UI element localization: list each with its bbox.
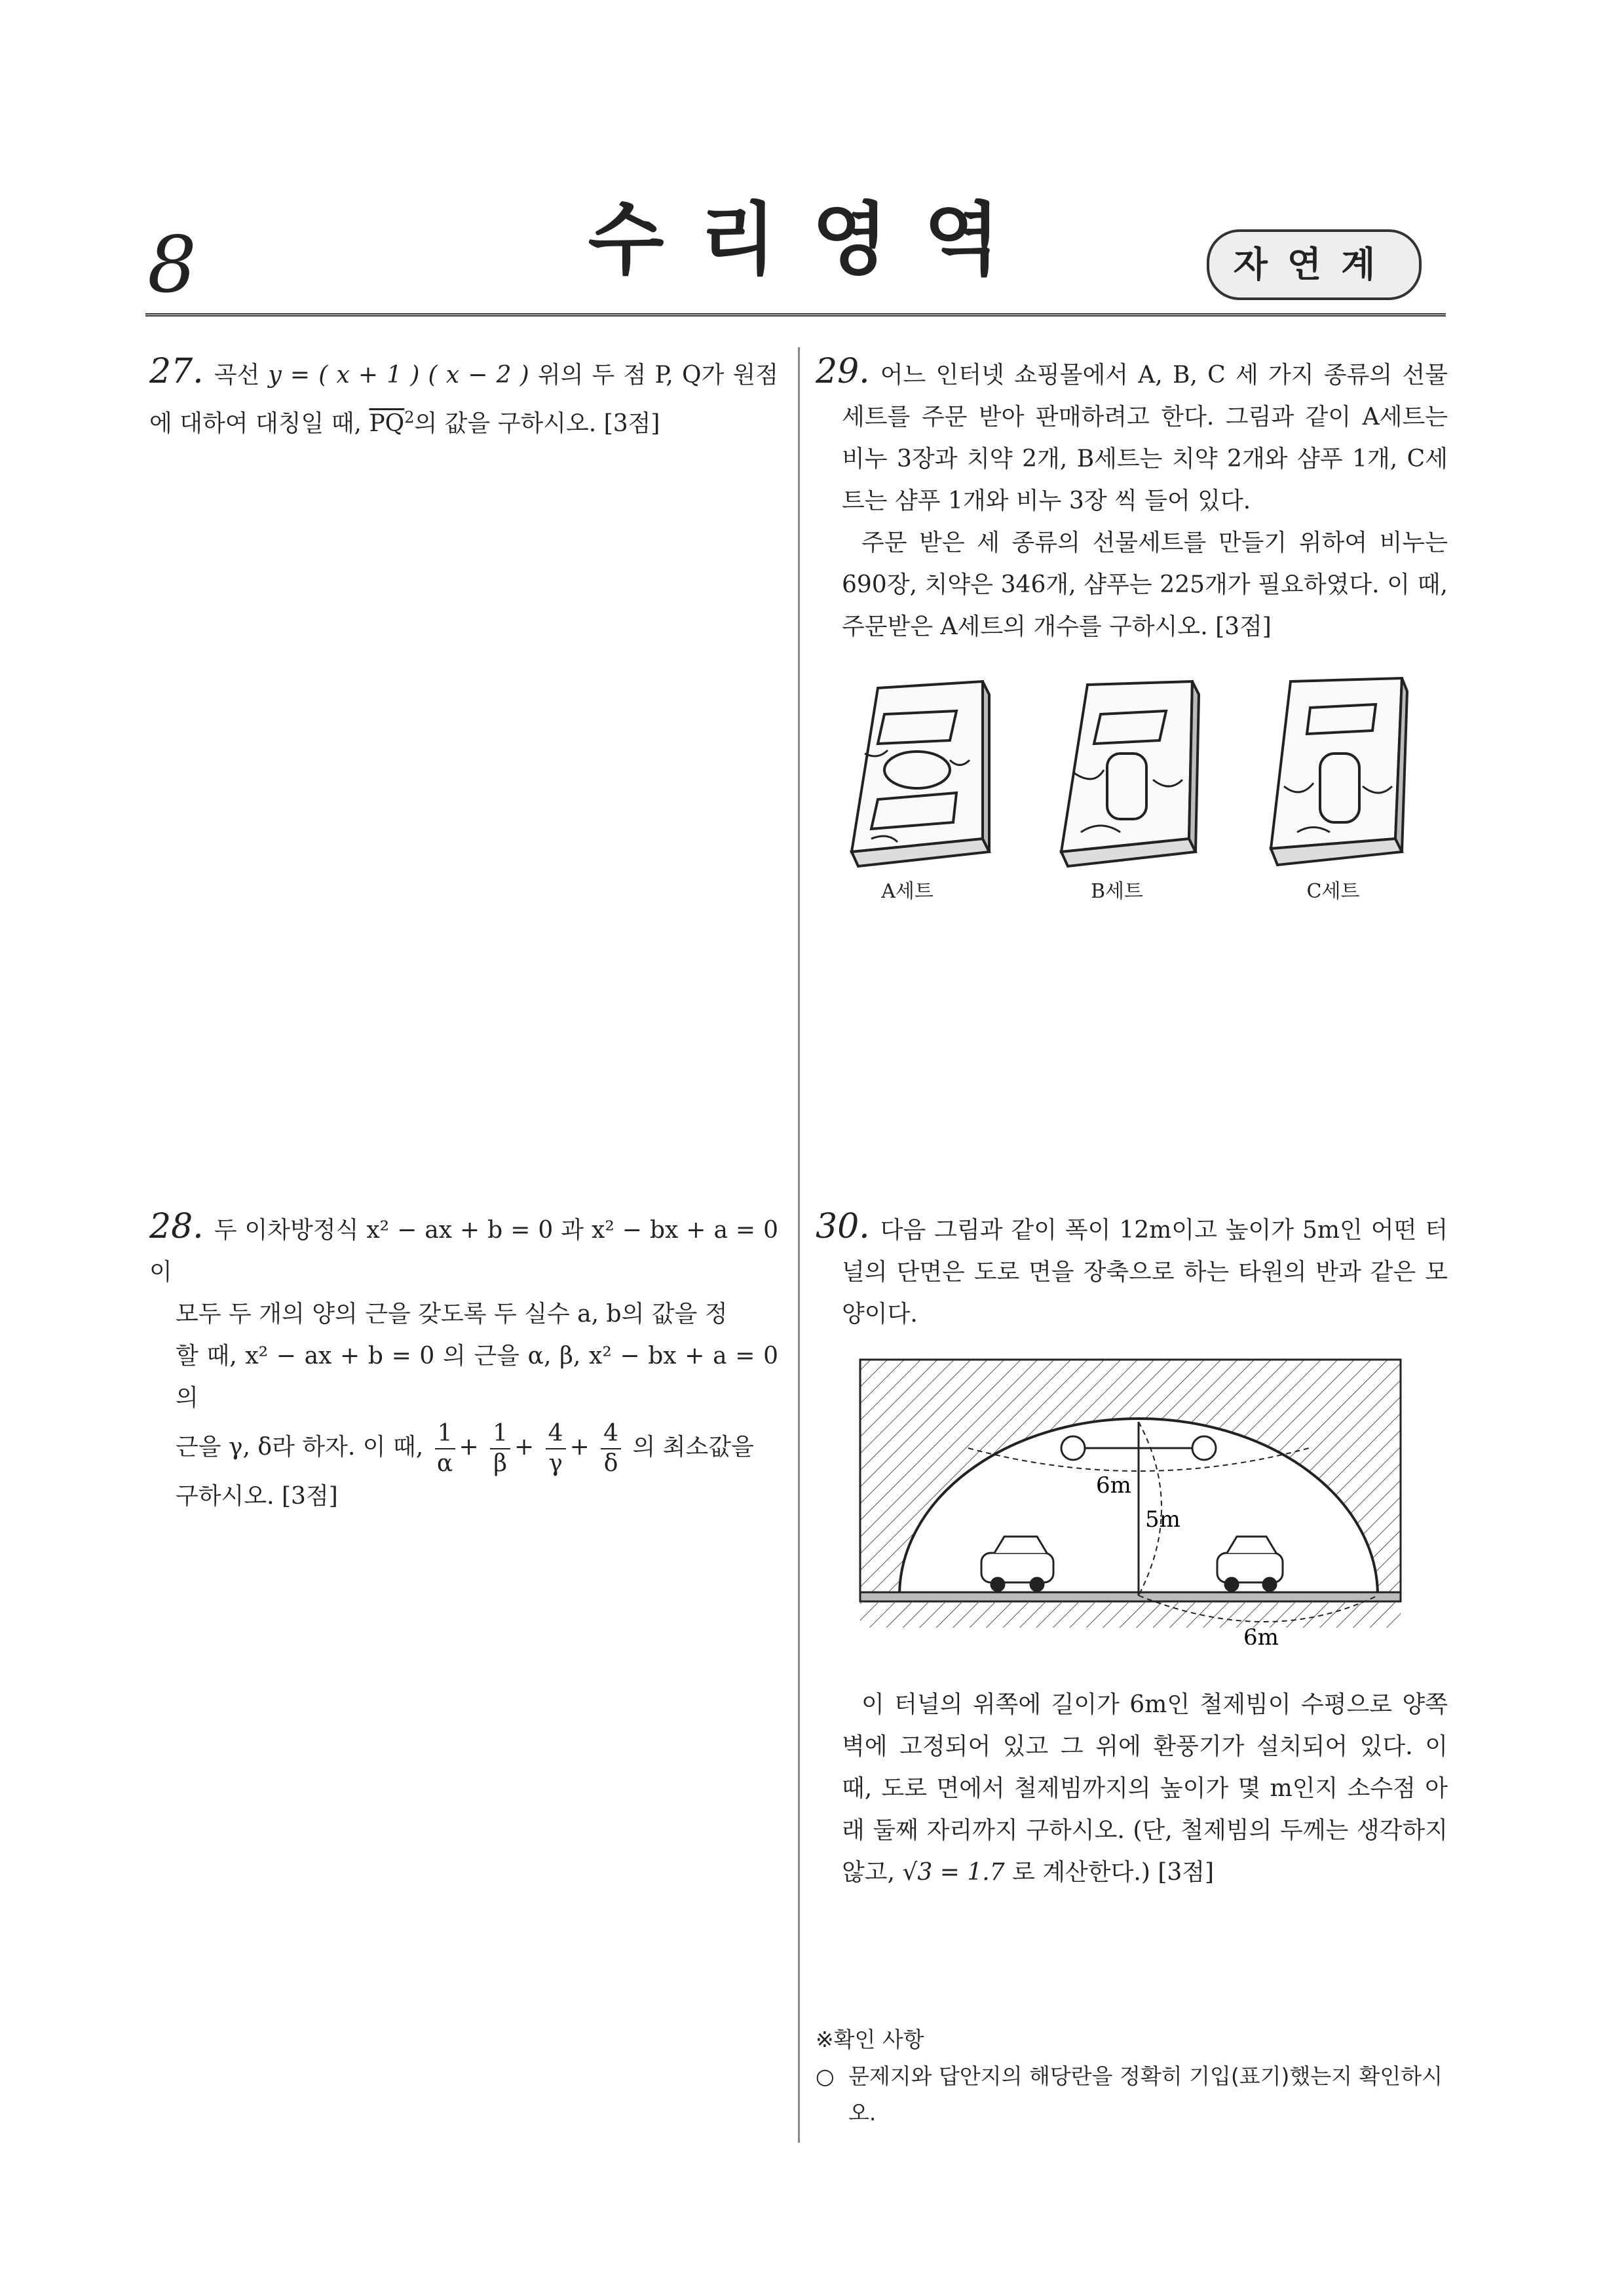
tunnel-diagram [857, 1356, 1407, 1645]
height-label: 5m [1145, 1506, 1180, 1533]
beam-length-label: 6m [1096, 1472, 1131, 1499]
question-27: 27. 곡선 y = ( x + 1 ) ( x − 2 ) 위의 두 점 P, Q가 원점에 대하여 대칭일 때, $\overline{PQ}^2$의 값을 구하시오. [3점] [149, 352, 778, 437]
curve-equation: y = ( x + 1 ) ( x − 2 ) [268, 362, 529, 389]
header-rule [145, 313, 1446, 316]
segment-pq: $\overline{PQ}$ [369, 410, 405, 437]
fraction-4-delta: $\frac{4}{\delta}$ [601, 1422, 621, 1476]
question-number: 30. [816, 1207, 870, 1246]
fraction-1-beta: $\frac{1}{\beta}$ [490, 1422, 510, 1476]
gift-set-a-image [852, 681, 989, 866]
bullet-icon: ○ [816, 2063, 835, 2089]
question-30-body: 이 터널의 위쪽에 길이가 6m인 철제빔이 수평으로 양쪽 벽에 고정되어 있고 그 위에 환풍기가 설치되어 있다. 이 때, 도로 면에서 철제빔까지의 높이가 몇 m인지 소수점 아래 둘째 자리까지 구하시오. (단, 철제빔의 두께는 생각하지 않고, √3 = 1.7 로 계산한다.) [3점] [842, 1691, 1448, 1886]
sqrt-equation: √3 = 1.7 [902, 1859, 1005, 1886]
set-label-a: A세트 [881, 880, 934, 903]
set-label-c: C세트 [1306, 880, 1360, 903]
question-30: 30. 다음 그림과 같이 폭이 12m이고 높이가 5m인 어떤 터널의 단면은 도로 면을 장축으로 하는 타원의 반과 같은 모양이다. [816, 1207, 1448, 1328]
question-number: 28. [149, 1207, 204, 1246]
column-divider [798, 347, 800, 2143]
fraction-1-alpha: $\frac{1}{\alpha}$ [435, 1422, 455, 1476]
gift-set-b-image [1061, 681, 1199, 866]
question-28: 28. 두 이차방정식 x² − ax + b = 0 과 x² − bx + a = 0 이 모두 두 개의 양의 근을 갖도록 두 실수 a, b의 값을 정 할 때, x² − ax + b = 0 의 근을 α, β, x² − bx + a = 0 의 근을 γ, δ라 하자. 이 때, $\frac{1}{\alpha}$ + $\frac{1}{\beta}$ + $\frac{4}{\gamma}$ + $\frac{4}{\delta}$ 의 최소값을 구하시오. [3점] [149, 1207, 778, 1510]
set-label-b: B세트 [1090, 880, 1143, 903]
page-number: 8 [147, 220, 197, 310]
gift-set-c-image [1271, 678, 1407, 865]
notice-heading: ※확인 사항 [816, 2027, 924, 2052]
fraction-4-gamma: $\frac{4}{\gamma}$ [546, 1422, 566, 1476]
notice-text: 문제지와 답안지의 해당란을 정확히 기입(표기)했는지 확인하시오. [848, 2063, 1443, 2126]
track-badge: 자연계 [1207, 229, 1422, 300]
question-number: 29. [816, 352, 870, 391]
question-29: 29. 어느 인터넷 쇼핑몰에서 A, B, C 세 가지 종류의 선물세트를 주문 받아 판매하려고 한다. 그림과 같이 A세트는 비누 3장과 치약 2개, B세트는 치약 2개와 샴푸 1개, C세트는 샴푸 1개와 비누 3장 씩 들어 있다. 주문 받은 세 종류의 선물세트를 만들기 위하여 비누는 690장, 치약은 346개, 샴푸는 225개가 필요하였다. 이 때, 주문받은 A세트의 개수를 구하시오. [3점] [816, 352, 1448, 640]
question-number: 27. [149, 352, 204, 391]
section-title: 수리영역 [588, 195, 1036, 286]
gift-sets-illustration [825, 675, 1448, 891]
half-base-label: 6m [1243, 1624, 1279, 1645]
confirmation-notice [816, 2021, 1448, 2132]
